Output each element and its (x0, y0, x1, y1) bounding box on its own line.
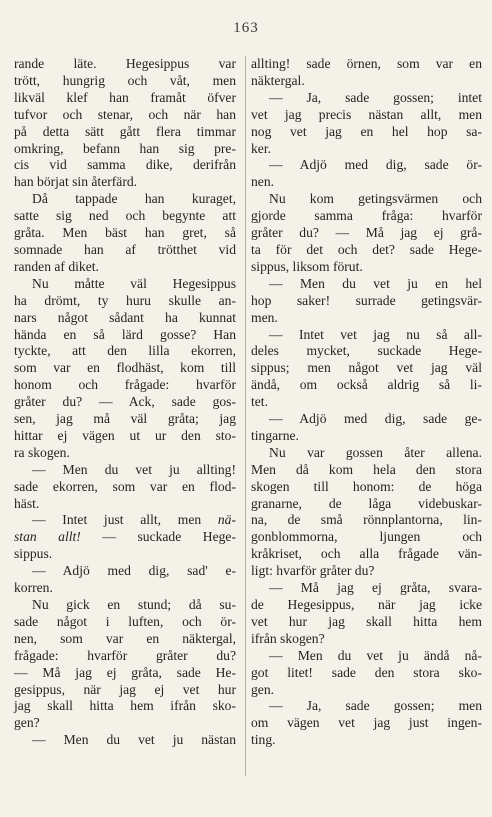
text-line: deles mycket, suckade Hege- (251, 343, 482, 359)
text-line: na, de små rönnplantorna, lin- (251, 512, 482, 528)
text-line: om vägen vet jag just ingen- (251, 715, 482, 731)
text-line: hop saker! surrade getingsvär- (251, 292, 482, 308)
text-line: häst. (14, 495, 40, 511)
text-line: — Ja, sade gossen; men (269, 698, 482, 714)
text-line: sade ekorren, som var en flod- (14, 478, 236, 494)
page-number: 163 (233, 20, 259, 36)
text-line: gen? (14, 715, 40, 731)
text-line: jag skall hitta hem ifrån sko- (14, 698, 236, 714)
text-line: — Intet vet jag nu så all- (269, 326, 482, 342)
text-line: sippus; men något vet jag väl (251, 360, 482, 376)
text-line: — Ja, sade gossen; intet (269, 89, 482, 105)
text-line: Nu måtte väl Hegesippus (32, 275, 236, 291)
text-line: kråkriset, och alla frågade vän- (251, 546, 482, 562)
text-line: vet jag precis nästan allt, men (251, 106, 482, 122)
text-line: gonblommorna, ljungen och (251, 529, 482, 545)
text-line: rande läte. Hegesippus var (14, 56, 236, 71)
text-line: hända en så lärd gosse? Han (14, 326, 236, 342)
text-line: sade något i luften, och ör- (14, 613, 236, 629)
text-line: — Intet just allt, men nä- (32, 512, 236, 528)
text-line: Nu kom getingsvärmen och (269, 191, 482, 207)
text-line: som var en flodhäst, kom till (14, 360, 236, 376)
text-line: hittar ej vägen ut ur den sto- (14, 427, 236, 443)
text-line: Nu gick en stund; då su- (32, 597, 236, 612)
text-line: gen. (251, 681, 275, 697)
text-line: tyckte, att den lilla ekorren, (14, 343, 236, 359)
text-line: trött, hungrig och våt, men (14, 72, 236, 88)
text-line: tingarne. (251, 427, 299, 443)
text-line: frågade: hvarför gråter du? (14, 647, 236, 663)
text-line: sippus, liksom förut. (251, 258, 363, 274)
text-line: ker. (251, 140, 272, 156)
text-line: randen af diket. (14, 258, 99, 274)
text-line: ra skogen. (14, 444, 70, 460)
text-line: korren. (14, 580, 53, 596)
text-line: ta för det och det? sade Hege- (251, 241, 482, 257)
text-line: likväl klef han framåt öfver (14, 89, 236, 105)
text-line: granarne, de låga videbuskar- (251, 495, 482, 511)
text-line: — Adjö med dig, sad' e- (32, 563, 236, 579)
column-divider (245, 56, 246, 776)
text-line: gråta. Men bäst han gret, så (14, 225, 236, 241)
text-line: men. (251, 309, 278, 325)
text-line: omkring, befann han sig pre- (14, 140, 236, 156)
text-line: ifrån skogen? (251, 630, 325, 646)
text-line: gjorde samma fråga: hvarför (251, 208, 482, 224)
text-line: nars något sådant ha kunnat (14, 309, 236, 325)
text-line: ha drömt, ty huru skulle an- (14, 292, 236, 308)
text-line: — Adjö med dig, sade ge- (269, 411, 482, 427)
text-line: — Må jag ej gråta, sade He- (14, 664, 236, 680)
text-line: cis vid samma dike, derifrån (14, 157, 236, 173)
text-line: somnade han af trötthet vid (14, 241, 236, 257)
text-line: nen, som var en näktergal, (14, 630, 236, 646)
text-line: Men då kom hela den stora (251, 461, 482, 477)
text-line: sen, jag må väl gråta; jag (14, 411, 236, 427)
text-line: de Hegesippus, när jag icke (251, 597, 482, 612)
text-line: nen. (251, 174, 275, 190)
text-line: tet. (251, 394, 268, 410)
text-line: skogen till honom: de höga (251, 478, 482, 494)
text-line: Nu var gossen åter allena. (269, 444, 482, 460)
text-line: gråter du? — Ack, sade gos- (14, 394, 236, 410)
left-column (14, 56, 236, 749)
text-line: — Må jag ej gråta, svara- (269, 580, 482, 596)
text-line: got litet! sade den stora sko- (251, 664, 482, 680)
text-line: på detta sätt gått flera timmar (14, 123, 236, 139)
text-line: Då tappade han kuraget, (32, 191, 236, 207)
text-line: — Men du vet ju en hel (269, 275, 482, 291)
text-line: ändå, om också aldrig så li- (251, 377, 482, 393)
text-line: — Men du vet ju nästan (32, 732, 236, 748)
text-line: honom och frågade: hvarför (14, 377, 236, 393)
text-line: sippus. (14, 546, 53, 562)
text-line: vet hur jag skall hitta hem (251, 613, 482, 629)
text-line: allting! sade örnen, som var en (251, 56, 482, 71)
text-line: ligt: hvarför gråter du? (251, 563, 375, 579)
text-line: satte sig ned och begynte att (14, 208, 236, 224)
text-line: — Adjö med dig, sade ör- (269, 157, 482, 173)
text-line: gråter du? — Må jag ej grå- (251, 225, 482, 241)
text-line: näktergal. (251, 72, 305, 88)
text-line: han börjat sin återfärd. (14, 174, 138, 190)
text-line: stan allt! — suckade Hege- (14, 529, 236, 545)
text-line: ting. (251, 732, 276, 748)
text-line: gesippus, när jag ej vet hur (14, 681, 236, 697)
right-column (251, 56, 482, 749)
text-line: — Men du vet ju allting! (32, 461, 236, 477)
text-line: nog vet jag en hel hop sa- (251, 123, 482, 139)
text-line: tufvor och stenar, och när han (14, 106, 236, 122)
text-line: — Men du vet ju ändå nå- (269, 647, 482, 663)
